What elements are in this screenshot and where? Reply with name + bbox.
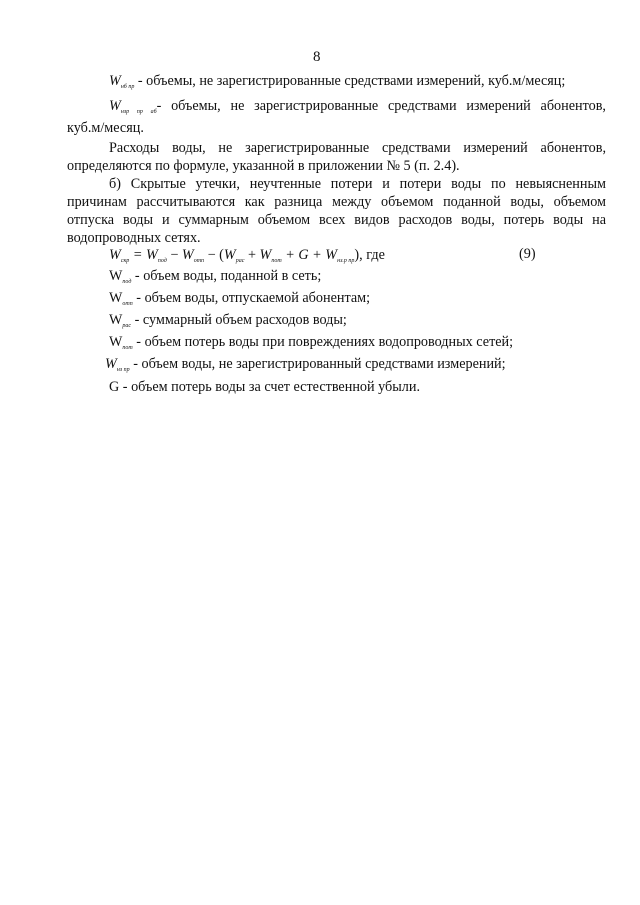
definition-line-cont: куб.м/месяц. (67, 120, 144, 136)
paragraph-1-line-1: Расходы воды, не зарегистрированные средствами измерений абонентов, (109, 140, 606, 156)
symbol-w-nzr: $W_{нзр пр аб}$ (109, 98, 157, 115)
paragraph-2-line-2: причинам рассчитываются как разница между объемом поданной воды, объемом (67, 194, 606, 210)
paragraph-2-line-3: отпуска воды и суммарным объемом всех видов расходов воды, потерь воды на (67, 212, 606, 228)
definition-line-unregistered (109, 72, 565, 90)
definition-text: - объемы, не зарегистрированные средствами измерений абонентов, (156, 98, 606, 114)
def-w-pot: $W_{пот}$ - объем потерь воды при повреждениях водопроводных сетей; (109, 334, 514, 351)
paragraph-1-line-2: определяются по формуле, указанной в приложении № 5 (п. 2.4). (67, 158, 460, 174)
def-w-nzpr: $W_{нз пр}$ - объем воды, не зарегистрированный средствами измерений; (105, 356, 506, 373)
def-w-pod: $W_{под}$ - объем воды, поданной в сеть; (109, 268, 322, 285)
paragraph-2-line-1: б) Скрытые утечки, неучтенные потери и потери воды по невыясненным (109, 176, 606, 192)
formula-number: (9) (519, 246, 536, 262)
def-w-otp: $W_{отп}$ - объем воды, отпускаемой абонентам; (109, 290, 371, 307)
paragraph-2-line-4: водопроводных сетях. (67, 230, 201, 246)
formula-9: $W_{скр} = W_{под} - W_{отп} - (W_{рас} + W_{пот} + G + W_{нз.р пр})$, где (109, 247, 385, 264)
def-w-ras: $W_{рас}$ - суммарный объем расходов воды; (109, 312, 347, 329)
definition-text: - объемы, не зарегистрированные средствами измерений, куб.м/месяц; (134, 73, 566, 89)
page-number: 8 (313, 49, 321, 65)
definition-line-subscribers (109, 97, 606, 115)
symbol-w-nb: $W_{нб пр}$ (109, 73, 135, 90)
def-g: G - объем потерь воды за счет естественной убыли. (109, 379, 421, 395)
